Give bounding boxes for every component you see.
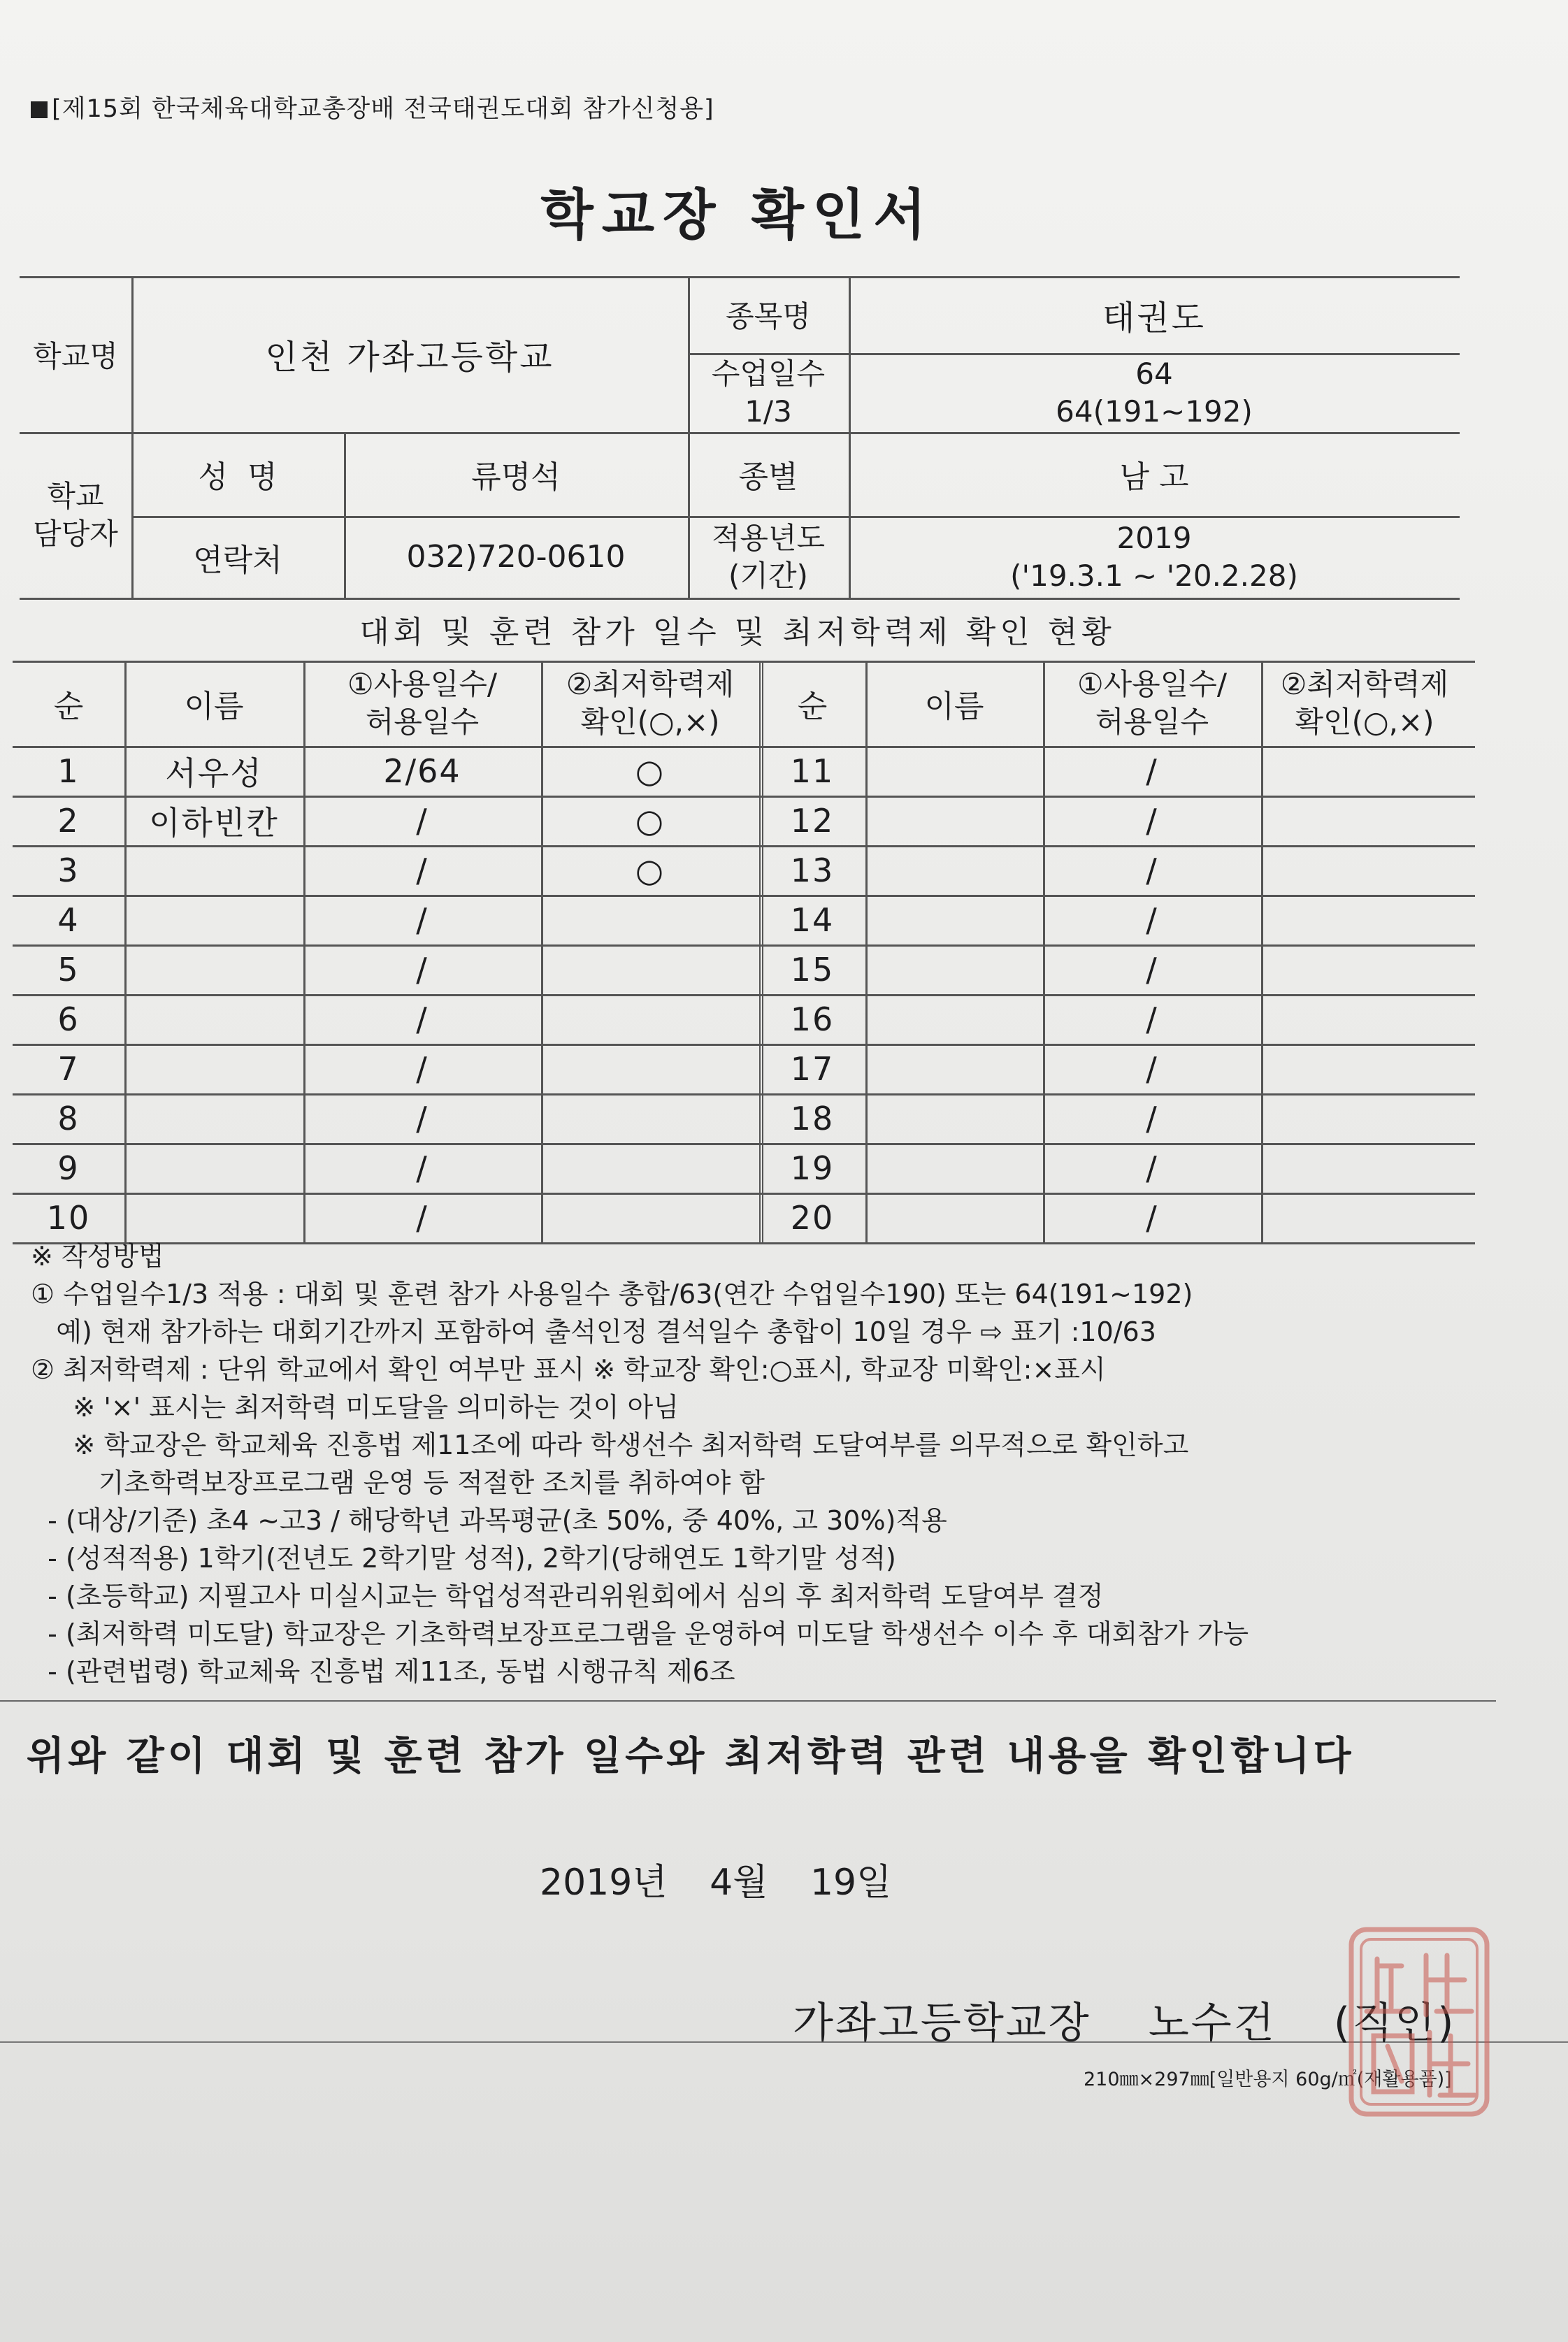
header-note [31, 89, 714, 124]
row-days-right: / [1146, 752, 1158, 790]
row-days-right: / [1146, 1149, 1158, 1187]
year-label [688, 516, 849, 598]
row-days-right: / [1146, 851, 1158, 889]
header-note-text: [제15회 한국체육대학교총장배 전국태권도대회 참가신청용] [52, 95, 714, 123]
days-value-line-2: 64(191~192) [1056, 394, 1253, 429]
seal-label: (직인) [1333, 1999, 1456, 2048]
row-days-right: / [1146, 900, 1158, 939]
row-days-right: / [1146, 801, 1158, 840]
year-label-line-2: (기간) [728, 558, 808, 593]
row-name-right [865, 1093, 1043, 1143]
row-name-left [124, 895, 303, 944]
header-check-right [1261, 661, 1468, 746]
row-no-left: 3 [57, 851, 80, 889]
square-bullet-icon [31, 101, 48, 118]
row-name-right [865, 796, 1043, 845]
row-no-left: 5 [57, 950, 80, 989]
note-line: ① 수업일수1/3 적용 : 대회 및 훈련 참가 사용일수 총합/63(연간 수업일수190) 또는 64(191~192) [31, 1279, 1193, 1309]
header-days-right [1043, 661, 1261, 746]
row-days-right: / [1146, 1000, 1158, 1038]
year-label-line-1: 적용년도 [711, 520, 826, 555]
days-value [849, 353, 1460, 432]
header-days-left-line-1: ①사용일수/ [347, 667, 498, 702]
status-title: 대회 및 훈련 참가 일수 및 최저학력제 확인 현황 [359, 615, 1116, 650]
confirm-statement: 위와 같이 대회 및 훈련 참가 일수와 최저학력 관련 내용을 확인합니다 [27, 1734, 1355, 1779]
note-line: - (대상/기준) 초4 ~고3 / 해당학년 과목평균(초 50%, 중 40%, 고 30%)적용 [31, 1505, 947, 1536]
row-name-right [865, 1044, 1043, 1093]
signer-name: 노수건 [1148, 1999, 1276, 2048]
row-check-left: ○ [635, 851, 666, 889]
days-label-line-1: 수업일수 [711, 356, 826, 391]
header-check-left-line-2: 확인(○,×) [580, 705, 720, 739]
row-no-right: 17 [790, 1049, 835, 1088]
row-no-right: 15 [790, 950, 835, 989]
row-name-left [124, 1093, 303, 1143]
row-check-left [541, 1143, 759, 1193]
header-no-left: 순 [53, 689, 84, 724]
note-line: ※ '×' 표시는 최저학력 미도달을 의미하는 것이 아님 [31, 1392, 679, 1423]
days-label-line-2: 1/3 [745, 394, 792, 429]
header-check-right-line-1: ②최저학력제 [1280, 667, 1449, 702]
row-days-left: / [416, 950, 429, 989]
date-day: 19일 [810, 1862, 892, 1904]
school-name: 인천 가좌고등학교 [265, 338, 554, 377]
row-no-right: 16 [790, 1000, 835, 1038]
row-check-left [541, 895, 759, 944]
year-value-line-2: ('19.3.1 ~ '20.2.28) [1010, 558, 1298, 593]
row-check-right [1261, 1193, 1475, 1242]
row-check-left: ○ [635, 801, 666, 840]
event-name: 태권도 [1102, 298, 1207, 338]
row-days-right: / [1146, 950, 1158, 989]
row-name-right [865, 845, 1043, 895]
row-days-left: / [416, 1049, 429, 1088]
row-days-right: / [1146, 1049, 1158, 1088]
row-days-left: / [416, 801, 429, 840]
note-line: ※ 작성방법 [31, 1241, 164, 1272]
note-line: - (초등학교) 지필고사 미실시교는 학업성적관리위원회에서 심의 후 최저학력 도달여부 결정 [31, 1581, 1104, 1611]
row-no-right: 12 [790, 801, 835, 840]
row-check-right [1261, 1143, 1475, 1193]
note-line: - (성적적용) 1학기(전년도 2학기말 성적), 2학기(당해연도 1학기말 성적) [31, 1543, 896, 1574]
year-value [849, 516, 1460, 598]
date-month: 4월 [710, 1862, 768, 1904]
row-name-left [124, 845, 303, 895]
row-days-left: / [416, 1198, 429, 1237]
row-no-left: 7 [57, 1049, 80, 1088]
row-check-right [1261, 944, 1475, 994]
note-line: ② 최저학력제 : 단위 학교에서 확인 여부만 표시 ※ 학교장 확인:○표시, 학교장 미확인:×표시 [31, 1354, 1106, 1385]
row-name-left [124, 944, 303, 994]
header-days-right-line-2: 허용일수 [1095, 705, 1209, 739]
signer-school: 가좌고등학교장 [793, 1999, 1091, 2048]
name-label: 성 명 [198, 459, 278, 495]
row-check-left: ○ [635, 752, 666, 790]
row-no-right: 13 [790, 851, 835, 889]
row-no-right: 19 [790, 1149, 835, 1187]
row-check-left [541, 994, 759, 1044]
row-days-left: 2/64 [383, 752, 461, 790]
header-name-left: 이름 [184, 689, 244, 724]
note-line: 예) 현재 참가하는 대회기간까지 포함하여 출석인정 결석일수 총합이 10일 경우 ⇨ 표기 :10/63 [31, 1316, 1156, 1347]
school-label: 학교명 [33, 338, 118, 373]
row-check-right [1261, 746, 1475, 796]
row-no-right: 14 [790, 900, 835, 939]
header-days-right-line-1: ①사용일수/ [1077, 667, 1228, 702]
row-no-right: 18 [790, 1099, 835, 1137]
row-days-left: / [416, 1099, 429, 1137]
header-days-left-line-2: 허용일수 [365, 705, 480, 739]
date-year: 2019년 [540, 1862, 668, 1904]
row-no-left: 10 [46, 1198, 91, 1237]
row-no-left: 8 [57, 1099, 80, 1137]
note-line: - (관련법령) 학교체육 진흥법 제11조, 동법 시행규칙 제6조 [31, 1656, 735, 1687]
row-check-left [541, 1193, 759, 1242]
row-name-right [865, 746, 1043, 796]
row-name-left [124, 1044, 303, 1093]
row-check-right [1261, 796, 1475, 845]
event-label: 종목명 [726, 299, 811, 333]
row-name-left [124, 1143, 303, 1193]
contact-value: 032)720-0610 [406, 539, 626, 575]
row-check-right [1261, 895, 1475, 944]
manager-label [20, 432, 131, 598]
row-no-left: 2 [57, 801, 80, 840]
issue-date [540, 1853, 922, 1905]
name-value: 류명석 [471, 459, 561, 495]
row-no-left: 4 [57, 900, 80, 939]
row-name-left [124, 994, 303, 1044]
year-value-line-1: 2019 [1116, 520, 1192, 555]
header-check-left [541, 661, 759, 746]
row-no-left: 6 [57, 1000, 80, 1038]
header-no-right: 순 [797, 689, 828, 724]
row-name-left: 이하빈칸 [149, 803, 279, 842]
row-days-left: / [416, 1000, 429, 1038]
page-title: 학교장 확인서 [540, 184, 935, 247]
row-check-right [1261, 1044, 1475, 1093]
row-no-right: 20 [790, 1198, 835, 1237]
official-seal-image [1346, 1924, 1493, 2120]
note-line: 기초학력보장프로그램 운영 등 적절한 조치를 취하여야 함 [31, 1467, 765, 1498]
manager-label-line-2: 담당자 [33, 516, 118, 551]
row-days-right: / [1146, 1099, 1158, 1137]
header-name-right: 이름 [924, 689, 984, 724]
row-check-right [1261, 845, 1475, 895]
row-name-left: 서우성 [165, 754, 263, 792]
row-check-left [541, 1093, 759, 1143]
header-check-right-line-2: 확인(○,×) [1295, 705, 1434, 739]
row-days-left: / [416, 851, 429, 889]
row-name-left [124, 1193, 303, 1242]
row-name-right [865, 1193, 1043, 1242]
row-name-right [865, 994, 1043, 1044]
notes-section [31, 1237, 1249, 1690]
row-check-right [1261, 994, 1475, 1044]
manager-label-line-1: 학교 [47, 478, 104, 513]
row-days-left: / [416, 900, 429, 939]
header-check-left-line-1: ②최저학력제 [566, 667, 735, 702]
row-days-left: / [416, 1149, 429, 1187]
row-name-right [865, 944, 1043, 994]
row-no-right: 11 [790, 752, 835, 790]
days-label [688, 353, 849, 432]
row-check-right [1261, 1093, 1475, 1143]
contact-label: 연락처 [193, 542, 282, 578]
paper-spec-footer: 210㎜×297㎜[일반용지 60g/㎡(재활용품)] [1084, 2069, 1452, 2090]
row-name-right [865, 895, 1043, 944]
note-line: ※ 학교장은 학교체육 진흥법 제11조에 따라 학생선수 최저학력 도달여부를 의무적으로 확인하고 [31, 1430, 1189, 1460]
category-label: 종별 [738, 459, 798, 495]
row-days-right: / [1146, 1198, 1158, 1237]
header-days-left [303, 661, 541, 746]
days-value-line-1: 64 [1135, 356, 1173, 391]
note-line: - (최저학력 미도달) 학교장은 기초학력보장프로그램을 운영하여 미도달 학생선수 이수 후 대회참가 가능 [31, 1618, 1249, 1649]
row-no-left: 9 [57, 1149, 80, 1187]
row-name-right [865, 1143, 1043, 1193]
row-check-left [541, 944, 759, 994]
category-value: 남 고 [1119, 459, 1189, 495]
row-no-left: 1 [57, 752, 80, 790]
row-check-left [541, 1044, 759, 1093]
